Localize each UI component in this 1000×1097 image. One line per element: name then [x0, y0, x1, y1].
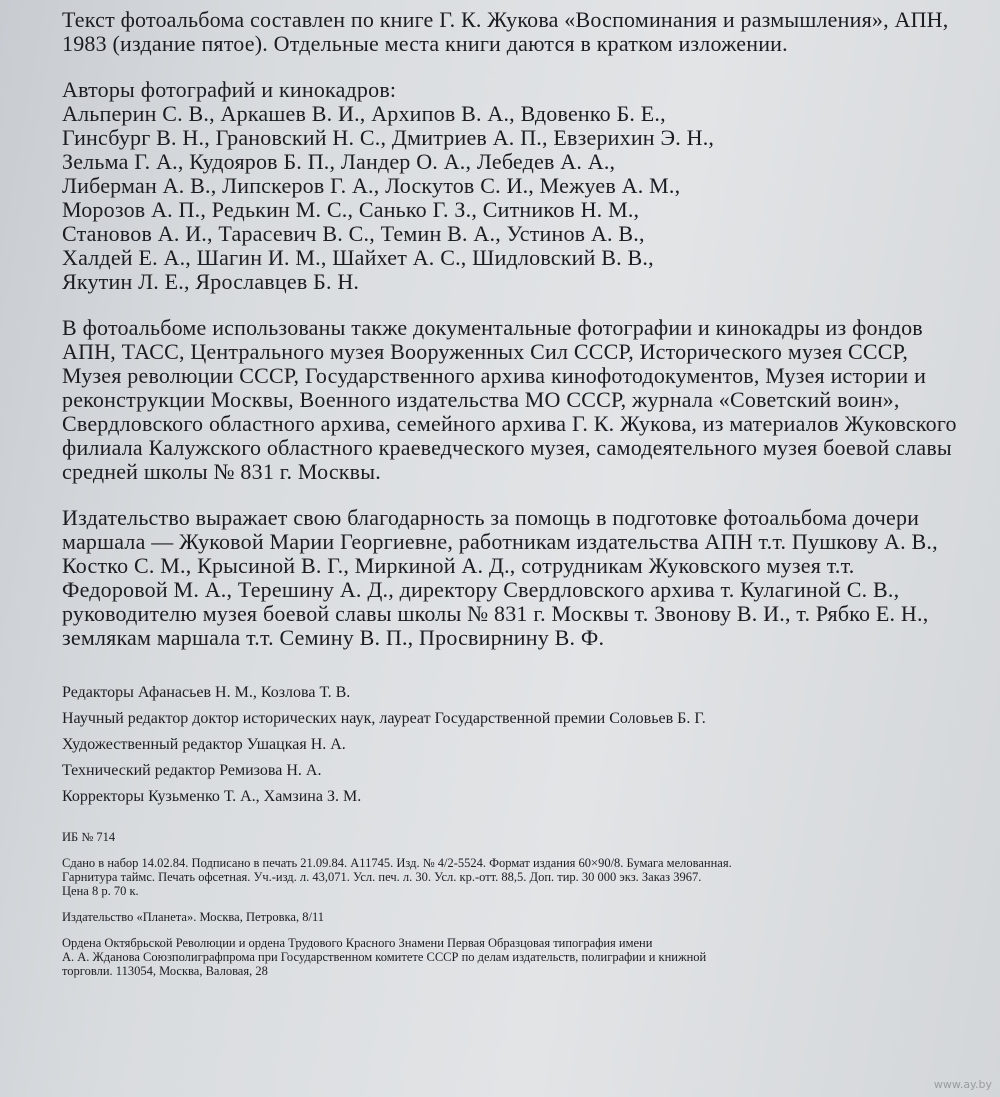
authors-line: Морозов А. П., Редькин М. С., Санько Г. З., Ситников Н. М., [62, 197, 640, 222]
authors-line: Халдей Е. А., Шагин И. М., Шайхет А. С., Шидловский В. В., [62, 245, 654, 270]
authors-line: Гинсбург В. Н., Грановский Н. С., Дмитриев А. П., Евзерихин Э. Н., [62, 125, 715, 150]
credit-line: Технический редактор Ремизова Н. А. [62, 762, 322, 779]
authors-heading: Авторы фотографий и кинокадров: [62, 77, 397, 102]
publisher-line: Издательство «Планета». Москва, Петровка, 8/11 [62, 910, 324, 924]
credit-line: Корректоры Кузьменко Т. А., Хамзина З. М. [62, 788, 362, 805]
printer-line: А. А. Жданова Союзполиграфпрома при Государственном комитете СССР по делам издательств, полиграфии и книжной [62, 950, 707, 964]
authors-line: Либерман А. В., Липскеров Г. А., Лоскутов С. И., Межуев А. М., [62, 173, 681, 198]
credit-line: Редакторы Афанасьев Н. М., Козлова Т. В. [62, 684, 351, 701]
authors-line: Становов А. И., Тарасевич В. С., Темин В. А., Устинов А. В., [62, 221, 645, 246]
authors-line: Зельма Г. А., Кудояров Б. П., Ландер О. А., Лебедев А. А., [62, 149, 616, 174]
imprint-line: Гарнитура таймс. Печать офсетная. Уч.-изд. л. 43,071. Усл. печ. л. 30. Усл. кр.-отт. 88,5. Доп. тир. 30 000 экз. Заказ 3967. [62, 870, 702, 884]
intro-paragraph: Текст фотоальбома составлен по книге Г. К. Жукова «Воспоминания и размышления», АПН, 1983 (издание пятое). Отдельные места книги даются в кратком изложении. [62, 7, 949, 56]
printer-line: торговли. 113054, Москва, Валовая, 28 [62, 964, 268, 978]
authors-line: Якутин Л. Е., Ярославцев Б. Н. [62, 269, 360, 294]
imprint-block [62, 830, 962, 978]
thanks-paragraph: Издательство выражает свою благодарность за помощь в подготовке фотоальбома дочери маршала — Жуковой Марии Георгиевне, работникам издательства АПН т.т. Пушкову А. В., Костко С. М., Крысиной В. Г., Миркиной А. Д., сотрудникам Жуковского музея т.т. Федоровой М. А., Терешину А. Д., директору Свердловского архива т. Кулагиной С. В., руководителю музея боевой славы школы № 831 г. Москвы т. Звонову В. И., т. Рябко Е. Н., землякам маршала т.т. Семину В. П., Просвирнину В. Ф. [62, 505, 938, 650]
sources-paragraph: В фотоальбоме использованы также документальные фотографии и кинокадры из фондов АПН, ТАСС, Центрального музея Вооруженных Сил СССР, Исторического музея СССР, Музея революции СССР, Государственного архива кинофотодокументов, Музея истории и реконструкции Москвы, Военного издательства МО СССР, журнала «Советский воин», Свердловского областного архива, семейного архива Г. К. Жукова, из материалов Жуковского филиала Калужского областного краеведческого музея, самодеятельного музея боевой славы средней школы № 831 г. Москвы. [62, 315, 957, 484]
authors-block [62, 78, 962, 294]
colophon-page [62, 8, 962, 978]
imprint-line: Цена 8 р. 70 к. [62, 884, 139, 898]
credit-line: Научный редактор доктор исторических наук, лауреат Государственной премии Соловьев Б. Г. [62, 710, 706, 727]
ib-number: ИБ № 714 [62, 830, 116, 844]
imprint-line: Сдано в набор 14.02.84. Подписано в печать 21.09.84. А11745. Изд. № 4/2-5524. Формат издания 60×90/8. Бумага мелованная. [62, 856, 732, 870]
credit-line: Художественный редактор Ушацкая Н. А. [62, 736, 346, 753]
printer-line: Ордена Октябрьской Революции и ордена Трудового Красного Знамени Первая Образцовая типография имени [62, 936, 653, 950]
authors-line: Альперин С. В., Аркашев В. И., Архипов В. А., Вдовенко Б. Е., [62, 101, 666, 126]
credits-block [62, 680, 962, 810]
site-watermark: www.ay.by [933, 1078, 992, 1091]
